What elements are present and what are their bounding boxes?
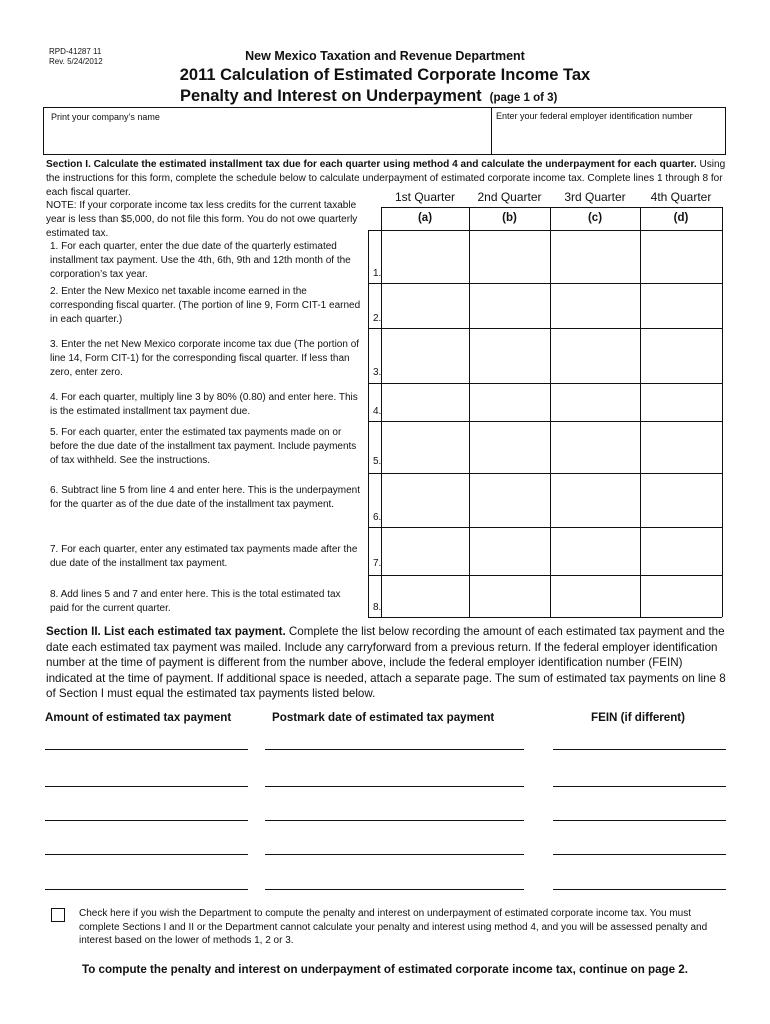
- form-subtitle: [180, 87, 557, 106]
- section2-heading: Section II. List each estimated tax payment.: [46, 625, 286, 638]
- payment-amount-field[interactable]: [45, 889, 248, 890]
- line6-description: 6. Subtract line 5 from line 4 and enter here. This is the underpayment for the quarter as of the due date of the installment tax payment.: [50, 485, 360, 510]
- quarter-1-letter: (a): [417, 212, 433, 224]
- line7-q4-input[interactable]: [641, 528, 722, 575]
- compute-penalty-checkbox[interactable]: [51, 908, 65, 922]
- payment-amount-field[interactable]: [45, 749, 248, 750]
- line7-q2-input[interactable]: [470, 528, 550, 575]
- line2-q4-input[interactable]: [641, 284, 722, 328]
- quarter-4-header: 4th Quarter: [650, 190, 712, 204]
- column-header-amount: Amount of estimated tax payment: [45, 711, 232, 724]
- payment-date-field[interactable]: [265, 786, 524, 787]
- quarter-2-letter: (b): [502, 212, 517, 224]
- payment-fein-field[interactable]: [553, 749, 726, 750]
- line4-description: 4. For each quarter, multiply line 3 by 80% (0.80) and enter here. This is the estimated installment tax payment due.: [50, 392, 358, 417]
- line2-q3-input[interactable]: [551, 284, 640, 328]
- line2-description: 2. Enter the New Mexico net taxable income earned in the corresponding fiscal quarter. (The portion of line 9, Form CIT-1 earned in each quarter.): [50, 286, 361, 325]
- form-title: 2011 Calculation of Estimated Corporate Income Tax: [179, 66, 591, 84]
- line8-description: 8. Add lines 5 and 7 and enter here. This is the total estimated tax paid for the current quarter.: [50, 589, 341, 614]
- form-subtitle-text: Penalty and Interest on Underpayment: [180, 87, 482, 105]
- payment-date-field[interactable]: [265, 820, 524, 821]
- section2-body: Complete the list below recording the amount of each estimated tax payment and the date each estimated tax payment was mailed. Include any carryforward from a previous return. If the federal employer identification number at the time of payment is different from the number above, include the federal employer identification number (FEIN) indicated at the time of payment. If additional space is needed, attach a separate page. The sum of estimated tax payments on line 8 of Section I must equal the estimated tax payments listed below.: [46, 625, 726, 701]
- line1-q3-input[interactable]: [551, 231, 640, 283]
- line1-q1-input[interactable]: [382, 231, 469, 283]
- page-indicator: (page 1 of 3): [489, 92, 558, 104]
- line6-q4-input[interactable]: [641, 474, 722, 527]
- payment-amount-field[interactable]: [45, 854, 248, 855]
- form-number: RPD-41287 11: [49, 47, 102, 56]
- payment-fein-field[interactable]: [553, 820, 726, 821]
- payment-date-field[interactable]: [265, 749, 524, 750]
- continue-note: To compute the penalty and interest on underpayment of estimated corporate income tax, continue on page 2.: [82, 963, 688, 976]
- line2-q1-input[interactable]: [382, 284, 469, 328]
- quarter-4-letter: (d): [673, 212, 689, 224]
- line8-number: 8.: [373, 602, 382, 613]
- line7-q1-input[interactable]: [382, 528, 469, 575]
- section2-intro: [46, 624, 730, 702]
- line5-q2-input[interactable]: [470, 422, 550, 473]
- line2-number: 2.: [373, 313, 382, 324]
- payment-fein-field[interactable]: [553, 786, 726, 787]
- company-name-field[interactable]: Print your company’s name: [51, 112, 160, 122]
- line6-number: 6.: [373, 512, 382, 523]
- line7-q3-input[interactable]: [551, 528, 640, 575]
- line3-q2-input[interactable]: [470, 329, 550, 383]
- column-header-fein: FEIN (if different): [591, 711, 686, 724]
- line4-q4-input[interactable]: [641, 384, 722, 421]
- payment-fein-field[interactable]: [553, 854, 726, 855]
- line5-q1-input[interactable]: [382, 422, 469, 473]
- line4-number: 4.: [373, 406, 382, 417]
- line1-number: 1.: [373, 268, 382, 279]
- payment-amount-field[interactable]: [45, 820, 248, 821]
- line5-q3-input[interactable]: [551, 422, 640, 473]
- line3-q1-input[interactable]: [382, 329, 469, 383]
- section1-note: NOTE: If your corporate income tax less credits for the current taxable year is less than $5,000, do not file this form. You do not owe quarterly estimated tax.: [46, 200, 358, 239]
- line7-number: 7.: [373, 558, 382, 569]
- line3-q4-input[interactable]: [641, 329, 722, 383]
- line4-q2-input[interactable]: [470, 384, 550, 421]
- line5-q4-input[interactable]: [641, 422, 722, 473]
- line1-q2-input[interactable]: [470, 231, 550, 283]
- line6-q1-input[interactable]: [382, 474, 469, 527]
- line5-number: 5.: [373, 456, 382, 467]
- quarter-2-header: 2nd Quarter: [477, 190, 542, 204]
- line4-q3-input[interactable]: [551, 384, 640, 421]
- line1-q4-input[interactable]: [641, 231, 722, 283]
- line5-description: 5. For each quarter, enter the estimated tax payments made on or before the due date of the installment tax payment. Include payments of tax withheld. See the instructions.: [50, 427, 357, 466]
- section1-instructions: Using the instructions for this form, complete the schedule below to calculate underpayment of estimated corporate income tax. Complete lines 1 through 8 for each fiscal quarter.: [46, 159, 726, 198]
- payment-date-field[interactable]: [265, 889, 524, 890]
- line8-q3-input[interactable]: [551, 576, 640, 617]
- line1-description: 1. For each quarter, enter the due date of the quarterly estimated installment tax payment. Use the 4th, 6th, 9th and 12th month of the corporation’s tax year.: [50, 241, 351, 280]
- quarter-1-header: 1st Quarter: [394, 190, 456, 204]
- line7-description: 7. For each quarter, enter any estimated tax payments made after the due date of the installment tax payment.: [50, 544, 358, 569]
- line3-number: 3.: [373, 367, 382, 378]
- line3-description: 3. Enter the net New Mexico corporate income tax due (The portion of line 14, Form CIT-1) for the corresponding fiscal quarter. If less than zero, enter zero.: [50, 339, 360, 378]
- line6-q3-input[interactable]: [551, 474, 640, 527]
- line8-q4-input[interactable]: [641, 576, 722, 617]
- column-header-date: Postmark date of estimated tax payment: [272, 711, 495, 724]
- form-revision: Rev. 5/24/2012: [49, 57, 103, 66]
- line2-q2-input[interactable]: [470, 284, 550, 328]
- fein-field[interactable]: Enter your federal employer identification number: [496, 111, 693, 121]
- line3-q3-input[interactable]: [551, 329, 640, 383]
- payment-date-field[interactable]: [265, 854, 524, 855]
- compute-penalty-checkbox-label: Check here if you wish the Department to compute the penalty and interest on underpayment of estimated corporate income tax. You must complete Sections I and II or the Department cannot calculate your penalty and interest using method 4, and you will be assessed penalty and interest based on the lower of methods 1, 2 or 3.: [79, 908, 708, 946]
- grid-top-border: [381, 207, 722, 208]
- section1-heading: Section I. Calculate the estimated installment tax due for each quarter using method 4 and calculate the underpayment for each quarter.: [46, 159, 697, 170]
- line4-q1-input[interactable]: [382, 384, 469, 421]
- department-name: New Mexico Taxation and Revenue Department: [245, 49, 525, 63]
- line8-q1-input[interactable]: [382, 576, 469, 617]
- line6-q2-input[interactable]: [470, 474, 550, 527]
- payment-amount-field[interactable]: [45, 786, 248, 787]
- line8-q2-input[interactable]: [470, 576, 550, 617]
- quarter-3-header: 3rd Quarter: [564, 190, 626, 204]
- payment-fein-field[interactable]: [553, 889, 726, 890]
- quarter-3-letter: (c): [587, 212, 603, 224]
